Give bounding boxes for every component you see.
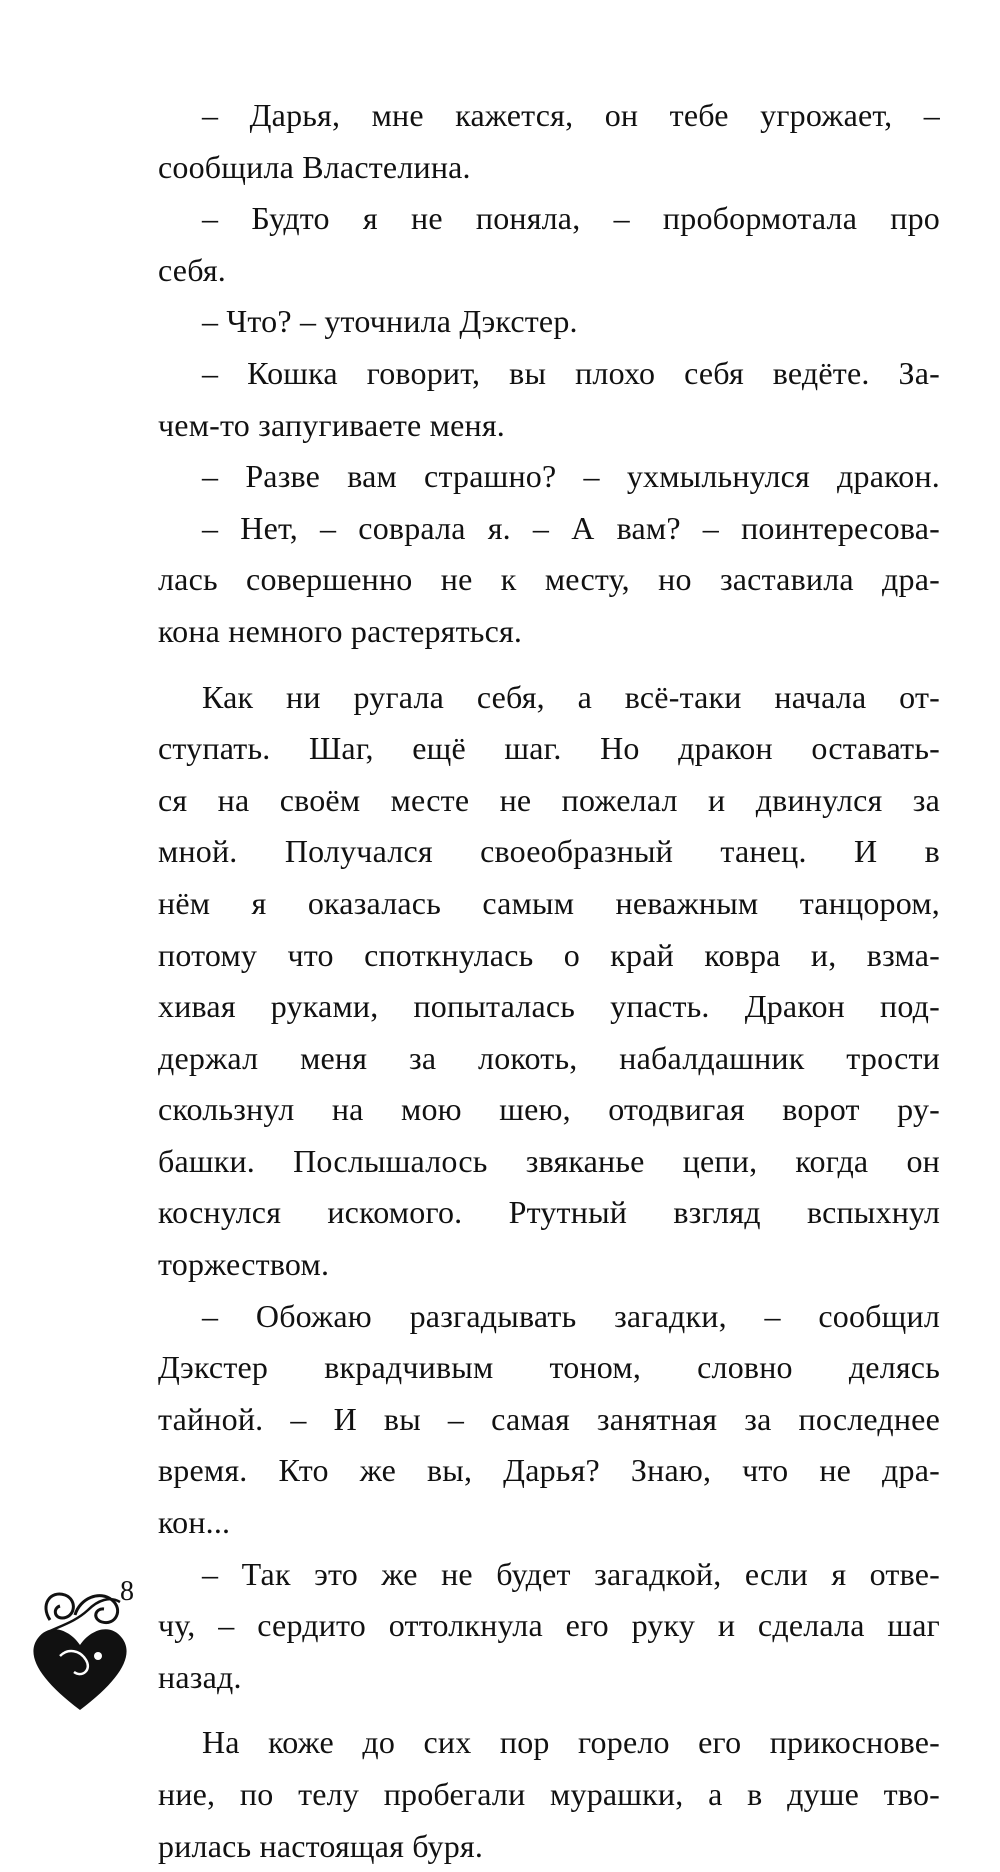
text-line: кон... xyxy=(158,1504,231,1541)
text-line: – Будто я не поняла, – пробормотала про xyxy=(202,200,940,237)
text-line: – Нет, – соврала я. – А вам? – поинтересова- xyxy=(202,509,940,546)
text-line: сообщила Властелина. xyxy=(158,148,471,185)
text-line: кона немного растеряться. xyxy=(158,612,523,649)
text-line: Как ни ругала себя, а всё-таки начала от- xyxy=(202,678,940,715)
text-line: – Так это же не будет загадкой, если я отве- xyxy=(202,1555,940,1592)
text-line: чем-то запугиваете меня. xyxy=(158,406,505,443)
text-line: ступать. Шаг, ещё шаг. Но дракон оставать- xyxy=(158,730,940,767)
body-text xyxy=(158,90,940,1872)
text-line: лась совершенно не к месту, но заставила дра- xyxy=(158,561,940,598)
text-line: себя. xyxy=(158,251,226,288)
text-line: – Разве вам страшно? – ухмыльнулся дракон. xyxy=(202,458,940,495)
text-line: тайной. – И вы – самая занятная за последнее xyxy=(158,1400,940,1437)
text-line: башки. Послышалось звяканье цепи, когда он xyxy=(158,1142,940,1179)
text-line: коснулся искомого. Ртутный взгляд вспыхнул xyxy=(158,1194,940,1231)
text-line: Дэкстер вкрадчивым тоном, словно делясь xyxy=(158,1349,940,1386)
heart-with-flourish-ornament-icon xyxy=(20,1560,140,1720)
text-line: чу, – сердито оттолкнула его руку и сделала шаг xyxy=(158,1607,940,1644)
page-number: 8 xyxy=(120,1576,134,1607)
text-line: нём я оказалась самым неважным танцором, xyxy=(158,884,940,921)
text-line: рилась настоящая буря. xyxy=(158,1827,484,1864)
text-line: держал меня за локоть, набалдашник трости xyxy=(158,1039,940,1076)
text-line: – Кошка говорит, вы плохо себя ведёте. За- xyxy=(202,354,940,391)
text-line: торжеством. xyxy=(158,1246,330,1283)
text-line: назад. xyxy=(158,1658,242,1695)
text-line: хивая руками, попыталась упасть. Дракон под- xyxy=(158,988,940,1025)
text-line: время. Кто же вы, Дарья? Знаю, что не дра- xyxy=(158,1452,940,1489)
text-line: мной. Получался своеобразный танец. И в xyxy=(158,833,940,870)
text-line: На коже до сих пор горело его прикоснове- xyxy=(202,1724,940,1761)
text-line: скользнул на мою шею, отодвигая ворот ру- xyxy=(158,1091,940,1128)
text-line: ся на своём месте не пожелал и двинулся за xyxy=(158,781,940,818)
text-line: – Обожаю разгадывать загадки, – сообщил xyxy=(202,1297,940,1334)
text-line: – Дарья, мне кажется, он тебе угрожает, – xyxy=(202,97,940,133)
text-line: – Что? – уточнила Дэкстер. xyxy=(202,303,578,340)
text-line: потому что споткнулась о край ковра и, взма- xyxy=(158,936,940,973)
text-line: ние, по телу пробегали мурашки, а в душе тво- xyxy=(158,1776,940,1812)
